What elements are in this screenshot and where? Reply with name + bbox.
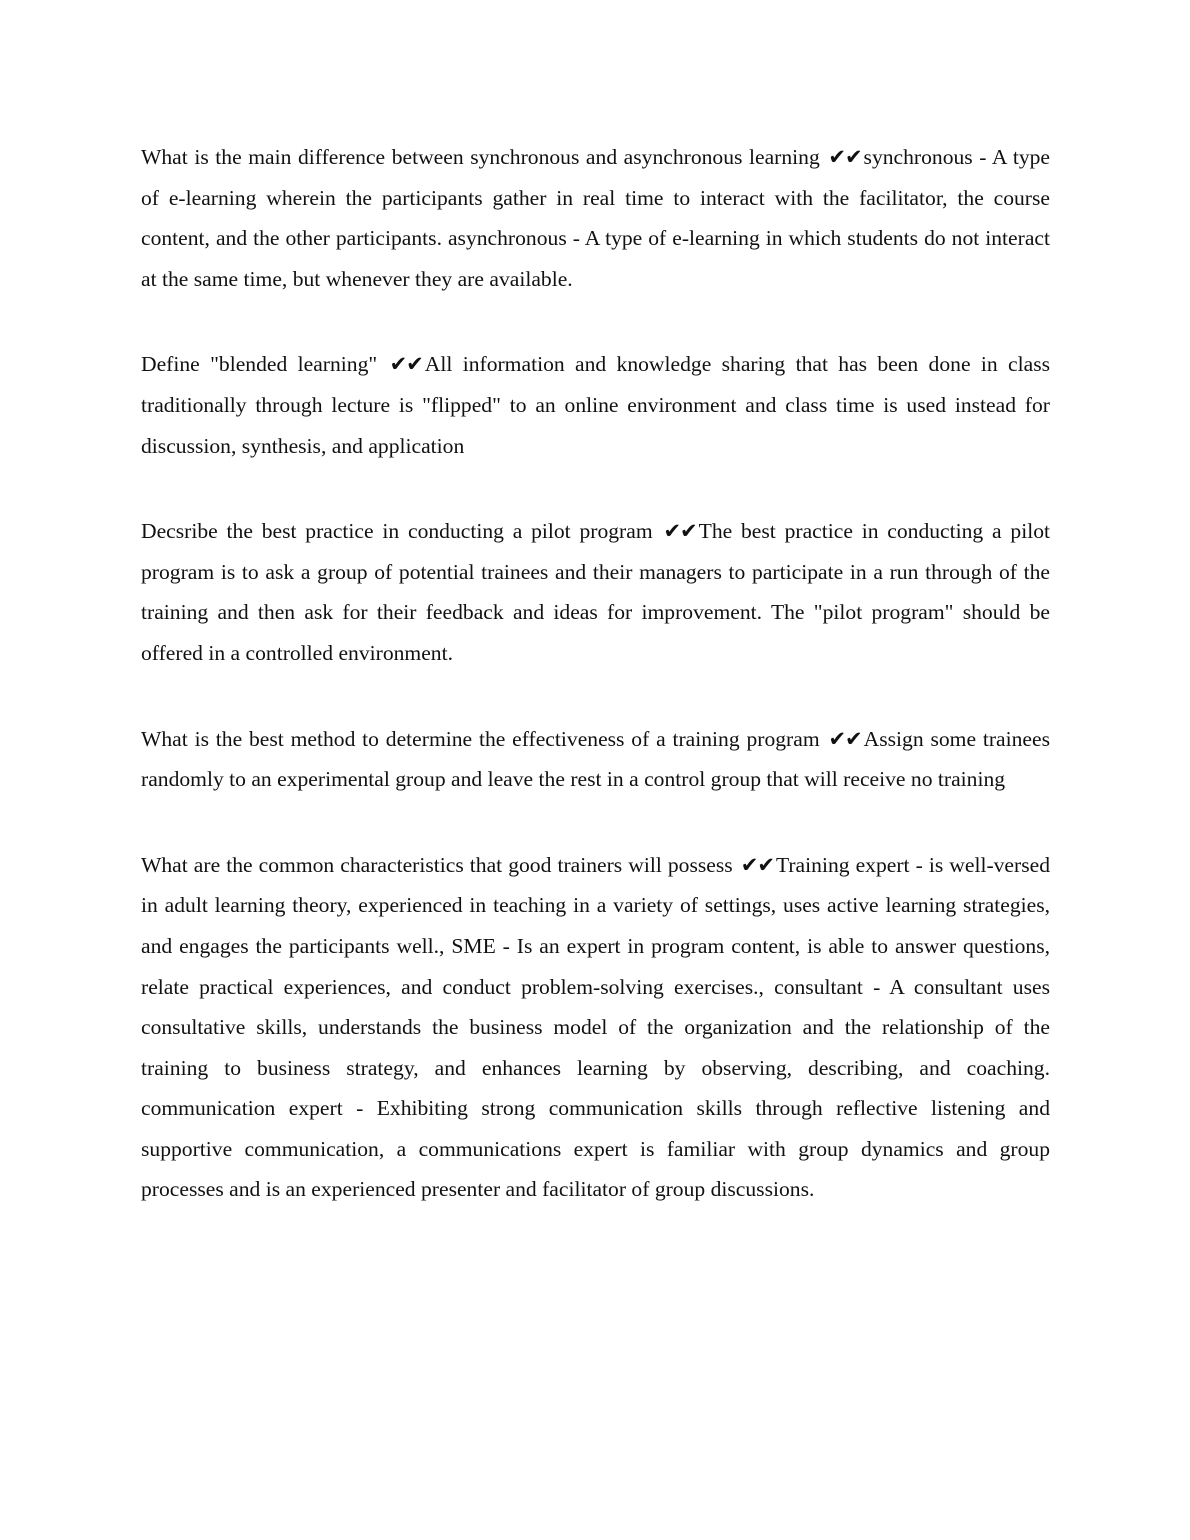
double-check-icon: ✔✔ <box>828 145 862 169</box>
qa-entry <box>141 511 1050 673</box>
qa-entry <box>141 344 1050 466</box>
question-text: What are the common characteristics that good trainers will possess <box>141 852 733 877</box>
qa-entry <box>141 137 1050 299</box>
double-check-icon: ✔✔ <box>663 519 697 544</box>
question-text: What is the best method to determine the effectiveness of a training program <box>141 726 820 751</box>
qa-entry <box>141 845 1050 1210</box>
qa-entry <box>141 719 1050 800</box>
question-text: Decsribe the best practice in conducting a pilot program <box>141 519 653 544</box>
double-check-icon: ✔✔ <box>389 352 423 377</box>
double-check-icon: ✔✔ <box>828 726 862 751</box>
answer-text: All information and knowledge sharing that has been done in class traditionally through lecture is "flipped" to an online environment and class time is used instead for discussion, synthesis, and application <box>141 352 1051 458</box>
answer-text: synchronous - A type of e-learning wherein the participants gather in real time to interact with the facilitator, the course content, and the other participants. asynchronous - A type of e-learning in which students do not interact at the same time, but whenever they are available. <box>141 145 1051 291</box>
double-check-icon: ✔✔ <box>740 852 774 877</box>
document-body <box>141 137 1050 1210</box>
question-text: Define "blended learning" <box>141 352 378 377</box>
answer-text: Training expert - is well-versed in adult learning theory, experienced in teaching in a variety of settings, uses active learning strategies, and engages the participants well., SME - Is an expert in program content, is able to answer questions, relate practical experiences, and conduct problem-solving exercises., consultant - A consultant uses consultative skills, understands the business model of the organization and the relationship of the training to business strategy, and enhances learning by observing, describing, and coaching. communication expert - Exhibiting strong communication skills through reflective listening and supportive communication, a communications expert is familiar with group dynamics and group processes and is an experienced presenter and facilitator of group discussions. <box>141 852 1050 1202</box>
question-text: What is the main difference between synchronous and asynchronous learning <box>141 145 820 169</box>
answer-text: The best practice in conducting a pilot program is to ask a group of potential trainees and their managers to participate in a run through of the training and then ask for their feedback and ideas for improvement. The "pilot program" should be offered in a controlled environment. <box>141 519 1050 665</box>
answer-text: Assign some trainees randomly to an experimental group and leave the rest in a control group that will receive no training <box>141 726 1051 792</box>
